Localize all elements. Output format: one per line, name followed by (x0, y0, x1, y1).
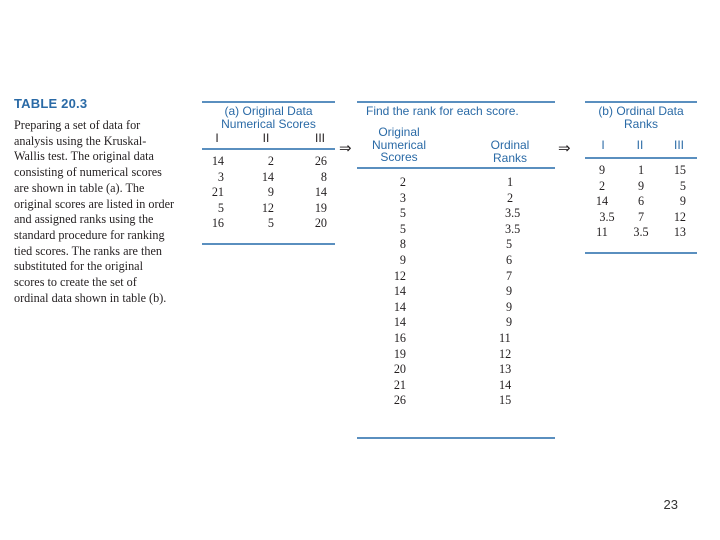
cell: 13 (673, 225, 686, 240)
cell: 9 (506, 315, 513, 330)
cell: 3.5 (505, 206, 521, 221)
cell: 9 (598, 163, 606, 177)
cell: 26 (314, 154, 327, 168)
cell: 2 (267, 154, 274, 168)
cell: 5 (506, 237, 513, 252)
right-double-arrow-icon: ⇒ (558, 141, 571, 157)
cell: 9 (267, 185, 274, 200)
header-line: Ordinal (490, 138, 530, 152)
cell: 9 (506, 284, 513, 299)
cell: 20 (393, 362, 406, 377)
cell: 3 (217, 169, 224, 184)
cell: 16 (211, 216, 224, 231)
ranking-title: Find the rank for each score. (366, 104, 519, 118)
cell: 14 (499, 377, 512, 392)
cell: 11 (596, 225, 608, 240)
table-a-col-header-III: III (314, 131, 325, 145)
header-line: Numerical (371, 137, 426, 152)
table-b-subtitle-line: Ranks (623, 116, 658, 131)
header-line: Ranks (492, 150, 527, 165)
table-b-title (585, 105, 697, 130)
ranking-header-rule (357, 167, 555, 169)
cell: 9 (679, 194, 686, 209)
caption-line: tied scores. The ranks are then (14, 243, 162, 258)
cell: 3.5 (633, 225, 649, 240)
caption-line: Wallis test. The original data (14, 149, 154, 164)
cell: 14 (261, 169, 274, 184)
cell: 5 (267, 216, 274, 231)
right-double-arrow-icon: ⇒ (339, 141, 352, 157)
cell: 12 (261, 200, 274, 215)
cell: 6 (506, 252, 513, 267)
table-a-title (202, 105, 335, 130)
caption-line: Preparing a set of data for (14, 118, 141, 132)
caption-line: and assigned ranks using the (14, 212, 154, 227)
table-b-col-header-I: I (601, 138, 605, 152)
cell: 2 (399, 175, 406, 189)
table-a-subtitle-line: Numerical Scores (221, 116, 316, 131)
cell: 6 (637, 194, 645, 209)
cell: 2 (598, 178, 606, 193)
table-b-top-rule (585, 101, 697, 103)
ranking-col2-header (480, 139, 540, 164)
header-line: Original (378, 125, 420, 139)
cell: 9 (399, 252, 406, 267)
cell: 12 (673, 209, 686, 224)
cell: 26 (393, 393, 406, 408)
table-a-title-line: (a) Original Data (224, 104, 313, 118)
caption-line: are shown in table (a). The (14, 180, 145, 195)
header-line: Scores (380, 150, 418, 164)
cell: 3.5 (505, 221, 521, 236)
cell: 3 (399, 190, 406, 205)
table-b-col-header-II: II (636, 138, 644, 152)
caption-line: ordinal data shown in table (b). (14, 290, 167, 305)
cell: 2 (507, 190, 514, 205)
ranking-col1-header (362, 126, 436, 164)
cell: 20 (314, 216, 327, 231)
table-a-col-header-I: I (215, 131, 219, 145)
table-b-col-header-III: III (673, 138, 684, 152)
cell: 14 (595, 194, 609, 209)
cell: 13 (499, 362, 512, 377)
cell: 8 (320, 169, 327, 184)
cell: 9 (506, 299, 513, 314)
table-a-col-III (300, 154, 327, 232)
ranking-ranks-column (495, 175, 535, 409)
cell: 11 (499, 330, 511, 345)
caption-line: analysis using the Kruskal- (14, 133, 147, 148)
cell: 5 (679, 178, 686, 193)
cell: 12 (499, 346, 512, 361)
caption-line: consisting of numerical scores (14, 165, 162, 180)
cell: 21 (211, 185, 224, 200)
cell: 7 (506, 268, 513, 283)
cell: 5 (399, 206, 406, 221)
table-b-title-line: (b) Ordinal Data (598, 104, 684, 118)
page-number: 23 (663, 497, 678, 512)
cell: 19 (314, 200, 327, 215)
ranking-top-rule (357, 101, 555, 103)
caption-line: scores to create the set of (14, 275, 137, 290)
cell: 15 (499, 393, 512, 408)
table-a-col-II (248, 154, 274, 232)
cell: 14 (393, 299, 406, 314)
ranking-scores-column (380, 175, 406, 409)
table-b-col-I (588, 163, 616, 241)
cell: 21 (393, 377, 406, 392)
cell: 3.5 (599, 209, 615, 224)
cell: 7 (637, 209, 645, 224)
table-b-bottom-rule (585, 252, 697, 254)
cell: 14 (393, 284, 406, 299)
table-title: TABLE 20.3 (14, 96, 88, 111)
table-a-col-header-II: II (262, 131, 270, 145)
table-a-bottom-rule (202, 243, 335, 245)
cell: 14 (211, 154, 224, 168)
cell: 12 (393, 268, 406, 283)
cell: 19 (393, 346, 406, 361)
table-caption (14, 118, 194, 306)
table-a-top-rule (202, 101, 335, 103)
table-b-col-II (627, 163, 655, 241)
cell: 8 (399, 237, 406, 252)
cell: 15 (673, 163, 686, 177)
cell: 9 (637, 178, 645, 193)
cell: 1 (637, 163, 645, 177)
cell: 14 (314, 185, 327, 200)
cell: 16 (393, 330, 406, 345)
caption-line: substituted for the original (14, 259, 143, 274)
cell: 5 (399, 221, 406, 236)
table-b-col-III (664, 163, 686, 241)
caption-line: original scores are listed in order (14, 196, 175, 211)
caption-line: standard procedure for ranking (14, 227, 165, 242)
table-a-col-I (200, 154, 224, 232)
cell: 5 (217, 200, 224, 215)
ranking-bottom-rule (357, 437, 555, 439)
table-a-header-rule (202, 148, 335, 150)
cell: 1 (507, 175, 514, 189)
cell: 14 (393, 315, 406, 330)
table-b-header-rule (585, 157, 697, 159)
